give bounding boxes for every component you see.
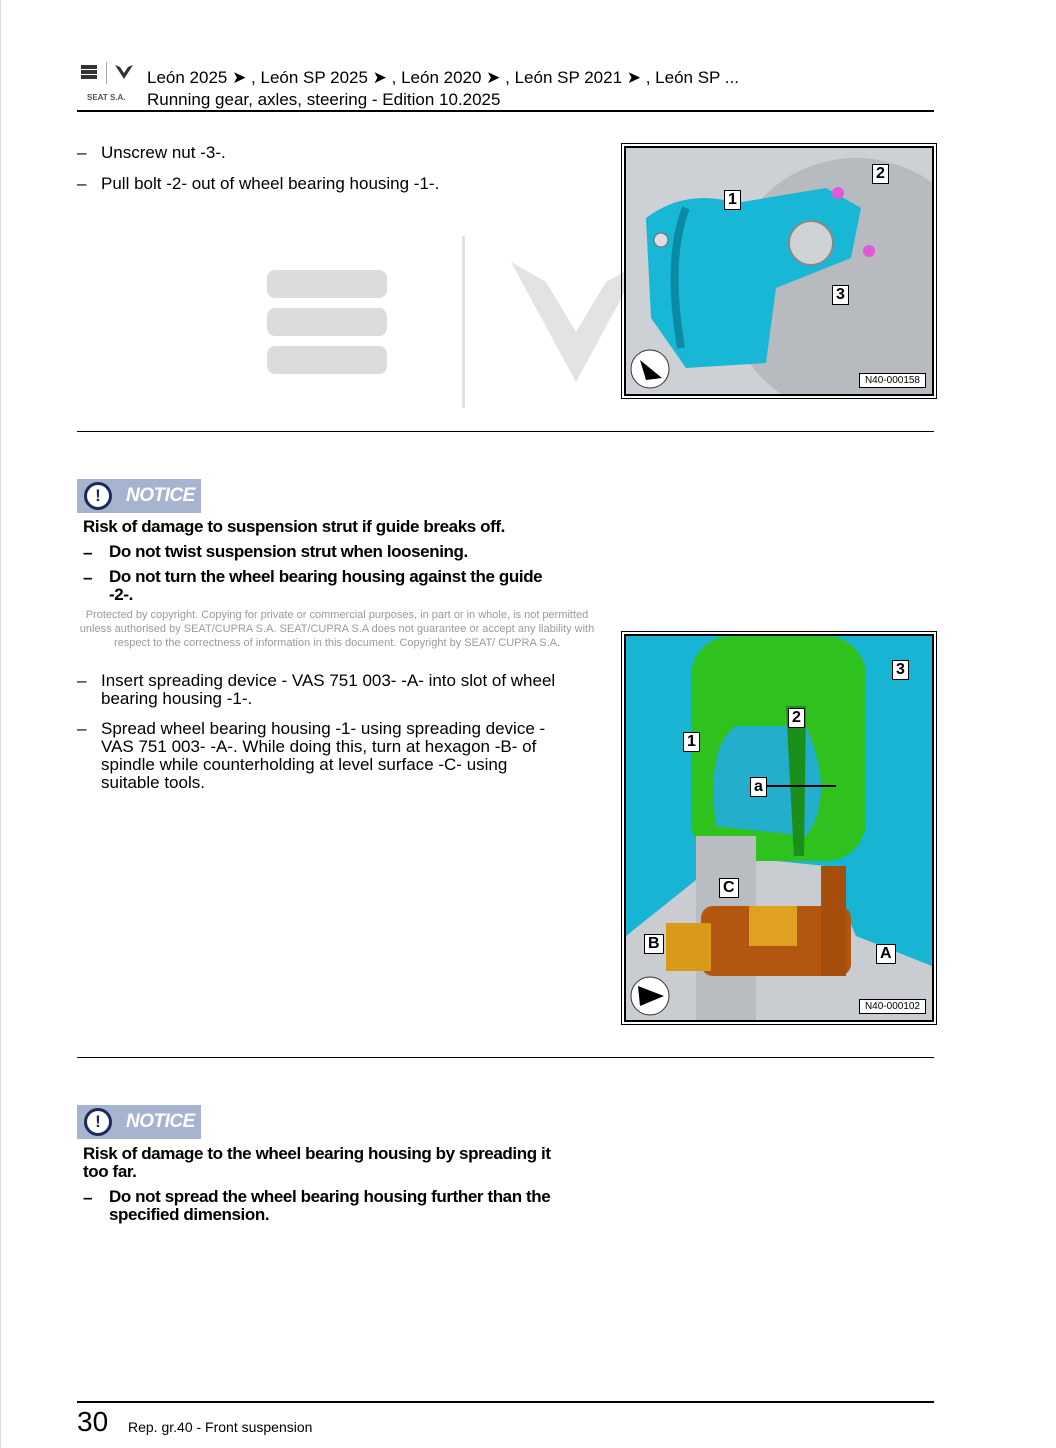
notice-label: NOTICE bbox=[126, 485, 195, 506]
callout-2: 2 bbox=[788, 708, 805, 728]
watermark-cupra-logo bbox=[511, 262, 641, 387]
notice-item: Do not twist suspension strut when loosening. bbox=[109, 542, 468, 561]
footer-text: Rep. gr.40 - Front suspension bbox=[128, 1419, 313, 1435]
figure-id: N40-000158 bbox=[859, 373, 926, 388]
step-insert-spreader: Insert spreading device - VAS 751 003- -A- into slot of wheel bearing housing -1-. bbox=[101, 671, 556, 708]
bullet-dash: – bbox=[77, 671, 87, 690]
section-divider bbox=[77, 1057, 934, 1058]
callout-3: 3 bbox=[892, 660, 909, 680]
bullet-dash: – bbox=[77, 719, 87, 738]
notice-item: Do not spread the wheel bearing housing further than the specified dimension. bbox=[109, 1187, 551, 1224]
exclamation-icon: ! bbox=[84, 482, 112, 510]
logo-divider bbox=[106, 62, 107, 84]
callout-1: 1 bbox=[724, 190, 741, 210]
notice-badge bbox=[77, 479, 201, 513]
header-rule bbox=[77, 110, 934, 112]
seat-logo bbox=[81, 64, 97, 80]
figure-n40-000158 bbox=[624, 146, 934, 396]
page-number: 30 bbox=[77, 1406, 109, 1437]
bullet-dash: – bbox=[83, 1188, 93, 1207]
notice-badge bbox=[77, 1105, 201, 1139]
notice-item: Do not turn the wheel bearing housing against the guide -2-. bbox=[109, 567, 543, 604]
cupra-logo bbox=[114, 64, 134, 85]
callout-c: C bbox=[719, 878, 739, 898]
exclamation-icon: ! bbox=[84, 1108, 112, 1136]
step-pull-bolt: Pull bolt -2- out of wheel bearing housing -1-. bbox=[101, 174, 440, 193]
watermark-divider bbox=[462, 236, 465, 408]
step-unscrew-nut: Unscrew nut -3-. bbox=[101, 143, 226, 162]
step-spread-housing: Spread wheel bearing housing -1- using spreading device - VAS 751 003- -A-. While doing this, turn at hexagon -B- of spindle while counterholding at level surface -C- using suitable tools. bbox=[101, 719, 546, 792]
callout-1: 1 bbox=[683, 732, 700, 752]
notice-label: NOTICE bbox=[126, 1111, 195, 1132]
brand-text: SEAT S.A. bbox=[87, 93, 126, 102]
bullet-dash: – bbox=[83, 568, 93, 587]
callout-a: a bbox=[750, 777, 767, 797]
bullet-dash: – bbox=[77, 143, 87, 162]
callout-a-upper: A bbox=[876, 944, 896, 964]
section-divider bbox=[77, 431, 934, 432]
watermark-seat-logo bbox=[267, 270, 387, 380]
figure-id: N40-000102 bbox=[859, 999, 926, 1014]
callout-2: 2 bbox=[872, 164, 889, 184]
callout-3: 3 bbox=[832, 285, 849, 305]
copyright-watermark: Protected by copyright. Copying for private or commercial purposes, in part or in whole, is not permitted unless authorised by SEAT/CUPRA S.A. SEAT/CUPRA S.A does not guarantee or accept any liability with respect to the correctness of information in this document. Copyright by SEAT/ CUPRA S.A. bbox=[79, 609, 595, 649]
bullet-dash: – bbox=[77, 174, 87, 193]
footer-rule bbox=[77, 1401, 934, 1403]
figure-n40-000102 bbox=[624, 634, 934, 1022]
notice-title: Risk of damage to suspension strut if guide breaks off. bbox=[83, 517, 505, 536]
header-subtitle: Running gear, axles, steering - Edition 10.2025 bbox=[147, 90, 501, 109]
notice-title: Risk of damage to the wheel bearing housing by spreading it too far. bbox=[83, 1144, 551, 1181]
header-models: León 2025 ➤ , León SP 2025 ➤ , León 2020 ➤ , León SP 2021 ➤ , León SP ... bbox=[147, 68, 739, 87]
figure-illustration bbox=[626, 148, 932, 394]
callout-b: B bbox=[644, 934, 664, 954]
bullet-dash: – bbox=[83, 543, 93, 562]
